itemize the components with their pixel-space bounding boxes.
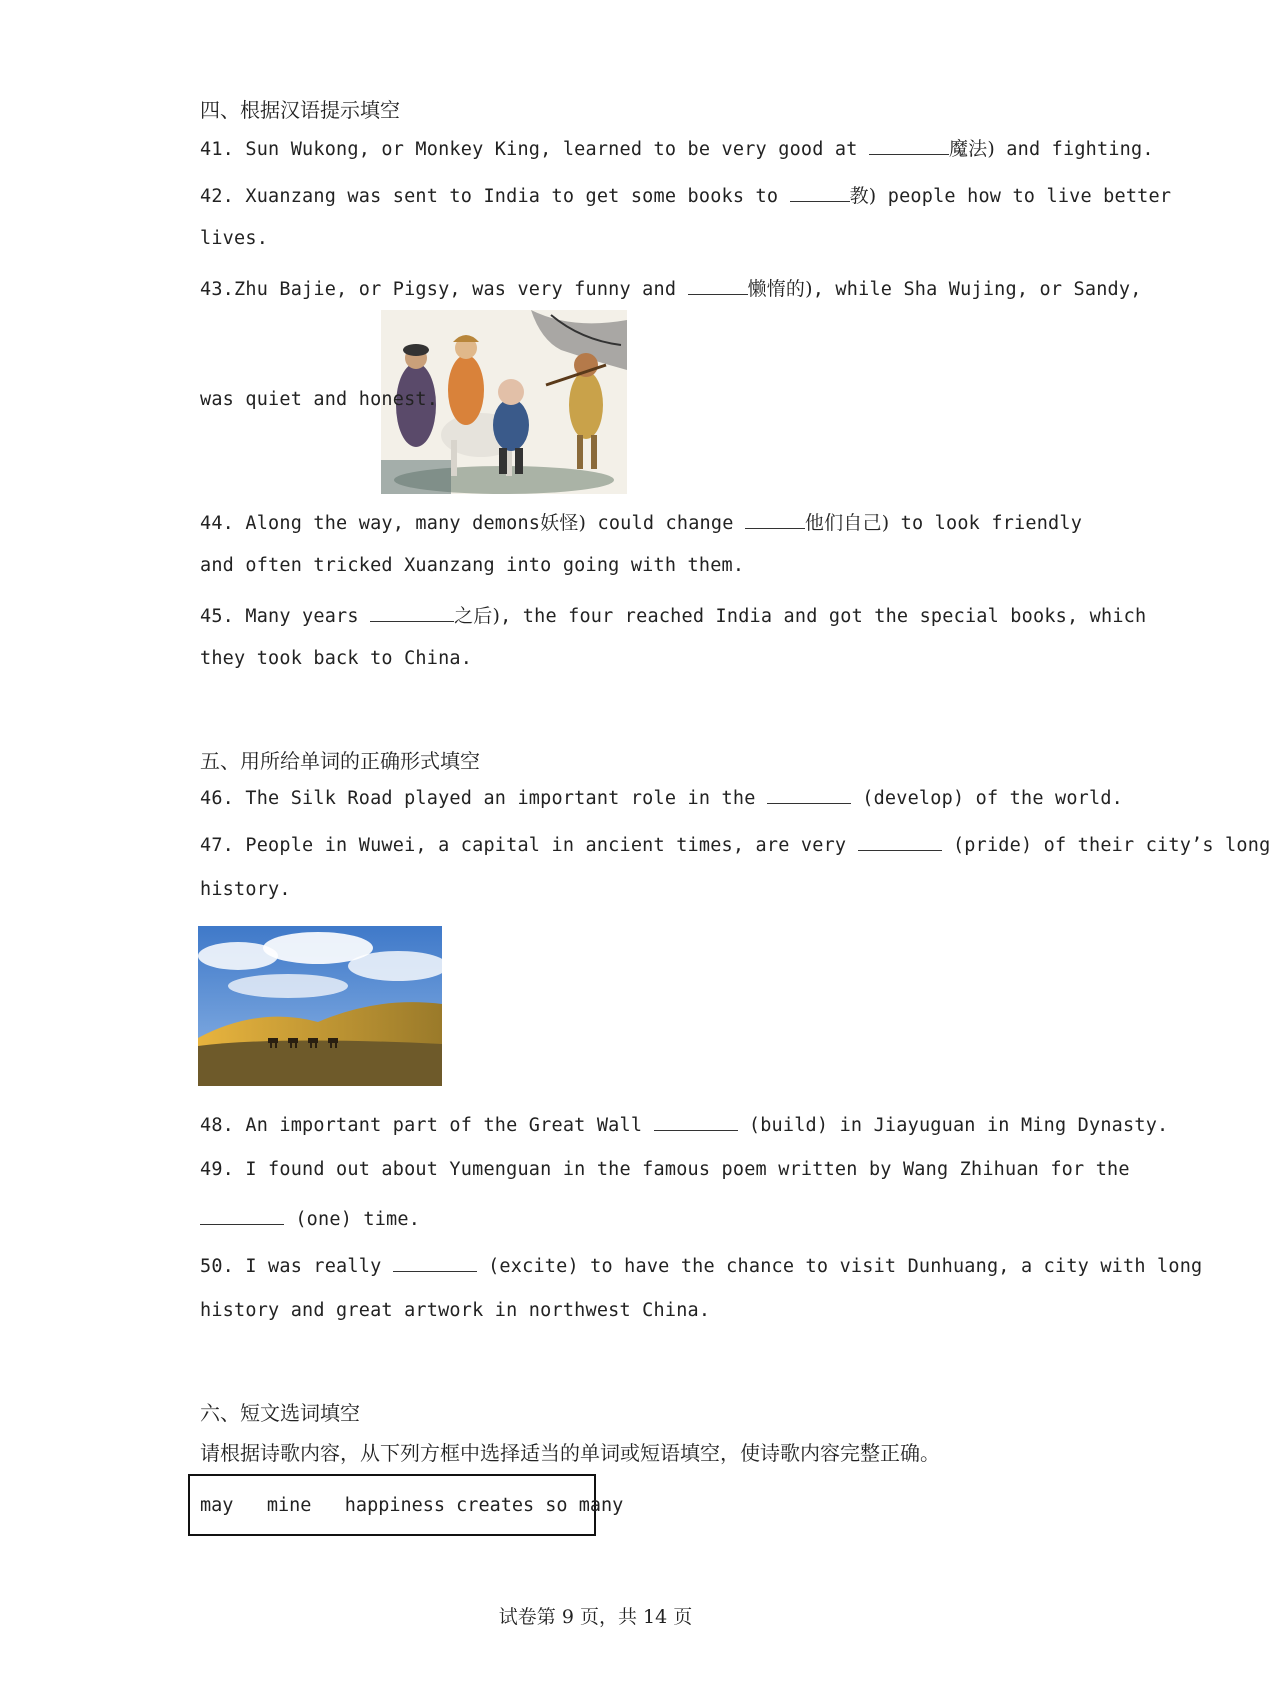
answer-blank-43[interactable] xyxy=(688,276,748,295)
question-48: 48. An important part of the Great Wall (build) in Jiayuguan in Ming Dynasty. xyxy=(200,1112,1168,1136)
desert-drawing xyxy=(198,926,442,1086)
question-50-cont: history and great artwork in northwest China. xyxy=(200,1300,711,1321)
question-41: 41. Sun Wukong, or Monkey King, learned to be very good at 魔法) and fighting. xyxy=(200,138,1154,160)
question-45: 45. Many years 之后), the four reached India and got the special books, which xyxy=(200,605,1147,627)
question-45-cont: they took back to China. xyxy=(200,648,473,669)
word-box-words: may mine happiness creates so many xyxy=(200,1495,624,1516)
hint-41: 魔法) xyxy=(948,138,995,160)
question-42-cont: lives. xyxy=(200,228,269,249)
page-footer: 试卷第 9 页，共 14 页 xyxy=(498,1606,693,1628)
answer-blank-45[interactable] xyxy=(370,603,454,622)
section4-heading: 四、根据汉语提示填空 xyxy=(200,98,400,122)
answer-blank-49[interactable] xyxy=(200,1206,284,1225)
question-46: 46. The Silk Road played an important role in the (develop) of the world. xyxy=(200,785,1123,809)
answer-blank-50[interactable] xyxy=(393,1253,477,1272)
question-43-cont: was quiet and honest. xyxy=(200,389,439,410)
answer-blank-47[interactable] xyxy=(858,832,942,851)
question-49-cont: (one) time. xyxy=(200,1206,420,1230)
hint-42: 教) xyxy=(849,185,877,207)
section6-instruction: 请根据诗歌内容，从下列方框中选择适当的单词或短语填空，使诗歌内容完整正确。 xyxy=(200,1441,940,1465)
hint-45: 之后) xyxy=(454,605,501,627)
section6-heading: 六、短文选词填空 xyxy=(200,1401,360,1425)
answer-blank-42[interactable] xyxy=(790,183,850,202)
question-43: 43.Zhu Bajie, or Pigsy, was very funny and 懒惰的), while Sha Wujing, or Sandy, xyxy=(200,278,1142,300)
hint-43: 懒惰的) xyxy=(747,278,813,300)
question-47-cont: history. xyxy=(200,879,291,900)
answer-blank-48[interactable] xyxy=(654,1112,738,1131)
question-44: 44. Along the way, many demons妖怪) could change 他们自己) to look friendly xyxy=(200,512,1083,534)
question-42: 42. Xuanzang was sent to India to get some books to 教) people how to live better xyxy=(200,185,1172,207)
question-49: 49. I found out about Yumenguan in the famous poem written by Wang Zhihuan for the xyxy=(200,1159,1130,1180)
question-47: 47. People in Wuwei, a capital in ancient times, are very (pride) of their city’s long xyxy=(200,832,1270,856)
answer-blank-44[interactable] xyxy=(745,510,805,529)
section5-heading: 五、用所给单词的正确形式填空 xyxy=(200,749,480,773)
word-box xyxy=(188,1474,624,1536)
question-44-cont: and often tricked Xuanzang into going with them. xyxy=(200,555,745,576)
answer-blank-41[interactable] xyxy=(869,136,949,155)
desert-camel-image xyxy=(198,926,442,1086)
answer-blank-46[interactable] xyxy=(767,785,851,804)
hint-44a: 妖怪) xyxy=(540,512,587,534)
hint-44b: 他们自己) xyxy=(804,512,890,534)
question-50: 50. I was really (excite) to have the chance to visit Dunhuang, a city with long xyxy=(200,1253,1202,1277)
